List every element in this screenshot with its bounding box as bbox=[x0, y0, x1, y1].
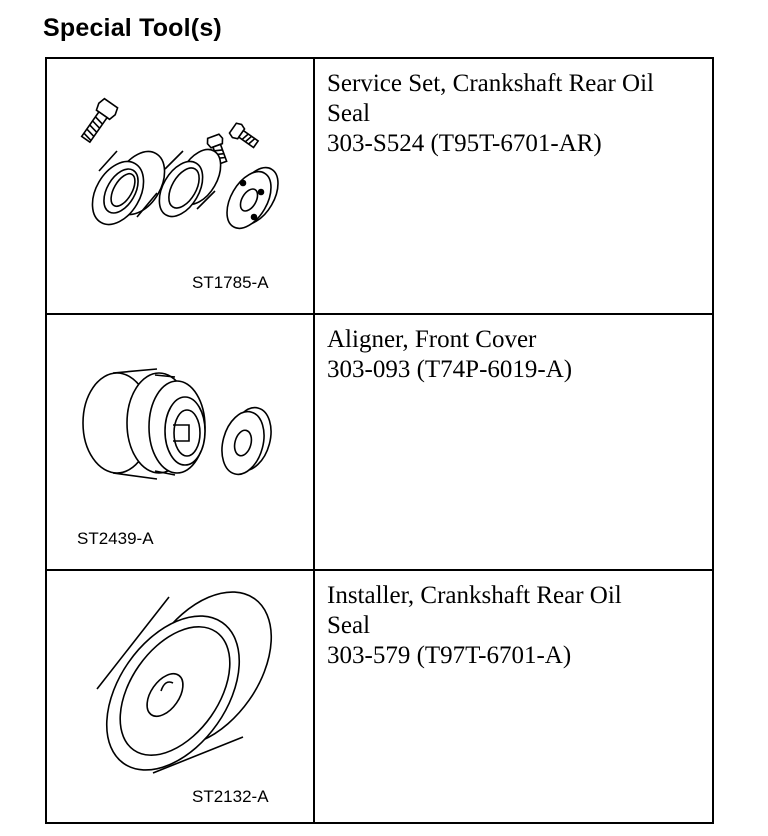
tool-name-line: Installer, Crankshaft Rear Oil bbox=[327, 582, 622, 609]
tool-description bbox=[327, 69, 704, 159]
tool-number: 303-093 (T74P-6019-A) bbox=[327, 356, 573, 383]
tool-image-code: ST2439-A bbox=[77, 529, 154, 548]
tool-description bbox=[327, 581, 704, 671]
special-tools-table bbox=[45, 57, 714, 824]
tool-illustration-cell bbox=[47, 59, 315, 313]
tool-number: 303-S524 (T95T-6701-AR) bbox=[327, 130, 602, 157]
tool-number: 303-579 (T97T-6701-A) bbox=[327, 642, 572, 669]
page-title: Special Tool(s) bbox=[43, 14, 222, 42]
tool-description bbox=[327, 325, 704, 385]
table-row bbox=[47, 571, 712, 824]
table-row bbox=[47, 59, 712, 315]
tool-name-line: Service Set, Crankshaft Rear Oil bbox=[327, 70, 654, 97]
tool-image-code: ST1785-A bbox=[192, 273, 269, 292]
tool-illustration-cell bbox=[47, 571, 315, 824]
table-row bbox=[47, 315, 712, 571]
tool-illustration-cell bbox=[47, 315, 315, 569]
tool-image-code: ST2132-A bbox=[192, 787, 269, 806]
tool-name-line: Aligner, Front Cover bbox=[327, 326, 537, 353]
tool-name-line: Seal bbox=[327, 612, 371, 639]
tool-name-line: Seal bbox=[327, 100, 371, 127]
seal-service-set-illustration bbox=[47, 59, 313, 313]
seal-installer-illustration bbox=[47, 571, 313, 822]
